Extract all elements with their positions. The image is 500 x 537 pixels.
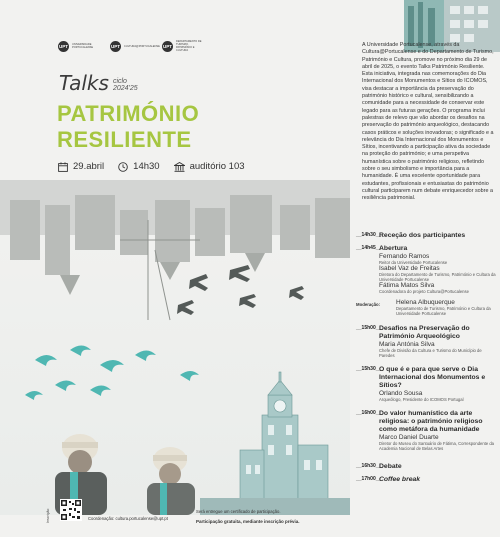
coordination-contact: Coordenação: cultura.portucalense@upt.pt bbox=[88, 516, 168, 521]
event-time: 14h30 bbox=[133, 161, 160, 172]
programme-item: __16h30__ Debate bbox=[356, 463, 402, 470]
event-title-line-2: RESILIENTE bbox=[57, 127, 192, 152]
logo-universidade: UPT UNIVERSIDADE PORTUCALENSE bbox=[58, 40, 98, 52]
cycle-label: ciclo 2024'25 bbox=[112, 78, 138, 92]
event-description: A Universidade Portucalense, através da Cultura@Portucalense e do Departamento de Turismo, Património e Cultura, promove no próximo dia 29 de abril de 2025, o evento Talks Património Resiliente. Esta iniciativa, integrada nas comemorações do Dia Internacional dos Monumentos e Sítios do ICOMOS, visa destacar a importância da preservação do património histórico e cultural, sensibilizando a comunidade para a necessidade de conservar este legado para as futuras gerações. O programa inclui palestras de relevo que vão abordar os desafios na preservação do património arqueológico, destacando casos práticos e soluções inovadoras; o significado e a relevância do Dia Internacional dos Monumentos e Sítios, incentivando a participação ativa da sociedade na proteção do património; e uma perspetiva humanística sobre o património religioso, refletindo sobre o seu simbolismo e importância para a humanidade. É uma excelente oportunidade para estudantes, profissionais e entusiastas do património cultural participarem num debate enriquecedor sobre a resiliência patrimonial. bbox=[362, 42, 494, 202]
event-date: 29.abril bbox=[73, 161, 105, 172]
certificate-note: Será entregue um certificado de participação. bbox=[196, 509, 281, 514]
programme-item: __16h00__ Do valor humanístico da arte religiosa: o património religioso como metáfora da humanidade Marco Daniel Duarte Diretor do Museu do Santuário de Fátima, Correspondente da Academia Nacional de Belas Artes bbox=[356, 410, 494, 451]
programme-item: __15h30__ O que é e para que serve o Dia Internacional dos Monumentos e Sítios? Orlando Sousa Arqueólogo, Presidente do ICOMOS Portugal bbox=[356, 366, 486, 402]
programme-item: __14h45__ Abertura Fernando Ramos Reitor da Universidade Portucalense Isabel Vaz de Freitas Diretora do Departamento de Turismo, Património e Cultura da Universidade Portucalense Fátima Matos Silva Coordenadora do projeto Cultura@Portucalense bbox=[356, 245, 496, 294]
building-icon bbox=[174, 162, 185, 172]
logo-cultura: UPT CULTURA@PORTUCALENSE bbox=[110, 40, 150, 52]
logo-bar bbox=[58, 40, 202, 52]
qr-code-icon[interactable] bbox=[60, 499, 82, 521]
moderation-label: Moderação: bbox=[356, 302, 381, 307]
event-room: auditório 103 bbox=[189, 161, 245, 172]
programme-moderation: Helena Albuquerque Departamento de Turismo, Património e Cultura da Universidade Portucalense bbox=[396, 299, 491, 316]
event-meta bbox=[58, 161, 259, 172]
calendar-icon bbox=[58, 162, 68, 172]
participation-note: Participação gratuita, mediante inscrição prévia. bbox=[196, 519, 300, 524]
upt-logo-icon: UPT bbox=[162, 41, 173, 52]
upt-logo-icon: UPT bbox=[58, 41, 69, 52]
programme-item: __14h30__ Receção dos participantes bbox=[356, 232, 466, 239]
talks-word: Talks bbox=[59, 71, 109, 95]
talks-heading bbox=[59, 73, 138, 93]
programme-item: __17h00__ Coffee break bbox=[356, 476, 421, 483]
upt-logo-icon: UPT bbox=[110, 41, 121, 52]
heritage-collage-image bbox=[0, 180, 350, 515]
logo-departamento: UPT DEPARTAMENTO DE TURISMO, PATRIMÓNIO E CULTURA bbox=[163, 40, 202, 52]
inscription-label: Inscrição bbox=[46, 508, 50, 523]
programme-item: __15h00__ Desafios na Preservação do Património Arqueológico Maria Antónia Silva Chefe de Divisão da Cultura e Turismo do Município de Paredes bbox=[356, 325, 482, 358]
clock-icon bbox=[118, 162, 128, 172]
event-title-line-1: PATRIMÓNIO bbox=[57, 101, 200, 126]
